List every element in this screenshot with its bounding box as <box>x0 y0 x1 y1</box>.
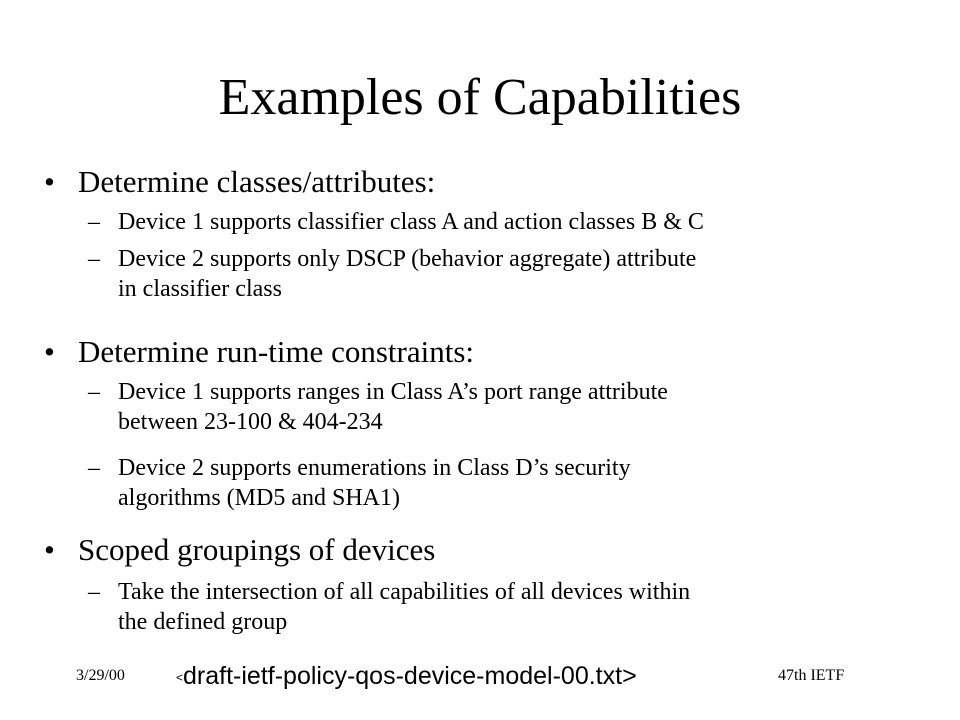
footer-meeting: 47th IETF <box>778 667 845 684</box>
sub-bullet-marker: – <box>88 209 100 235</box>
sub-bullet-line: algorithms (MD5 and SHA1) <box>118 485 400 511</box>
sub-bullet-line: Device 1 supports ranges in Class A’s port range attribute <box>118 379 668 405</box>
sub-bullet-text <box>118 453 631 513</box>
sub-bullet-text <box>118 377 668 437</box>
sub-bullet-line: Device 2 supports enumerations in Class D’s security <box>118 455 631 481</box>
sub-bullet-marker: – <box>88 455 100 481</box>
sub-bullet-line: the defined group <box>118 609 288 635</box>
bullet-marker: • <box>44 334 55 369</box>
bullet-marker: • <box>44 164 55 199</box>
footer-date: 3/29/00 <box>76 667 125 684</box>
sub-bullet-text <box>118 577 690 637</box>
bullet-text: Determine classes/attributes: <box>78 164 436 199</box>
bullet-marker: • <box>44 532 55 567</box>
sub-bullet-line: Device 1 supports classifier class A and action classes B & C <box>118 209 704 235</box>
sub-bullet-marker: – <box>88 579 100 605</box>
sub-bullet-line: in classifier class <box>118 276 282 302</box>
sub-bullet-marker: – <box>88 246 100 272</box>
bullet-text: Scoped groupings of devices <box>78 532 436 567</box>
sub-bullet-marker: – <box>88 379 100 405</box>
footer-draft-text: draft-ietf-policy-qos-device-model-00.txt> <box>183 662 637 690</box>
sub-bullet-line: between 23-100 & 404-234 <box>118 409 383 435</box>
bullet-text: Determine run-time constraints: <box>78 334 474 369</box>
footer-draft-name <box>176 660 637 693</box>
sub-bullet-line: Device 2 supports only DSCP (behavior aggregate) attribute <box>118 246 697 272</box>
sub-bullet-line: Take the intersection of all capabilities of all devices within <box>118 579 691 605</box>
slide-title: Examples of Capabilities <box>218 69 742 126</box>
sub-bullet-text <box>118 244 696 304</box>
sub-bullet-text <box>118 207 704 237</box>
footer-lt: < <box>176 670 184 685</box>
